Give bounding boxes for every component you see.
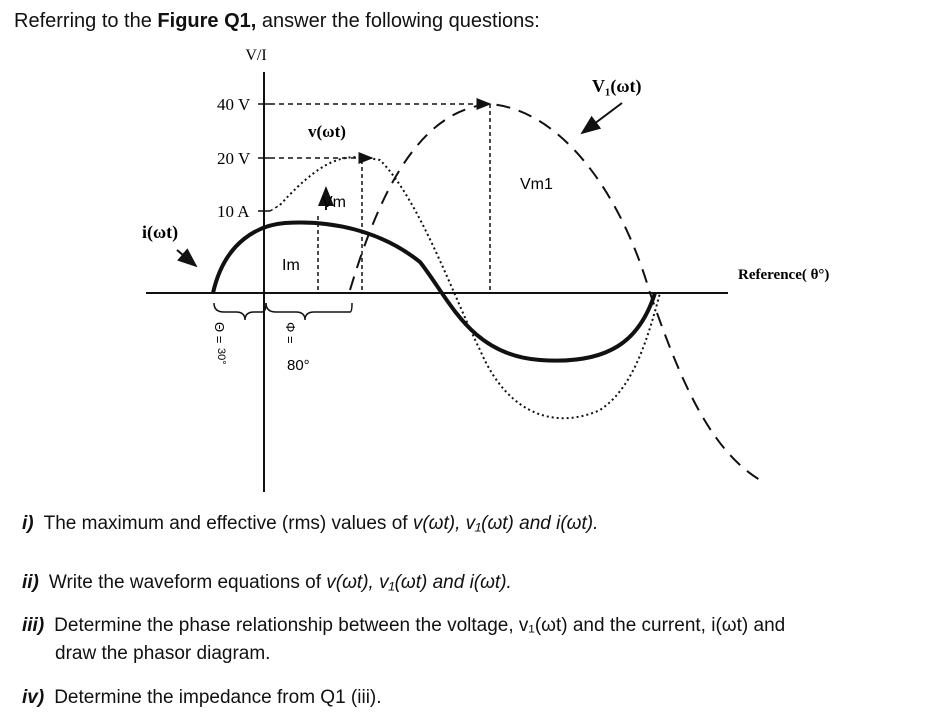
intro-text-end: answer the following questions: [256, 10, 540, 32]
current-label: i(ωt) [142, 222, 179, 242]
phi-symbol: Φ = [283, 322, 298, 344]
theta-value: 30° [215, 348, 227, 365]
question-3 [22, 612, 922, 668]
reference-label: Reference( θ°) [738, 267, 830, 283]
waveform-figure [0, 40, 927, 500]
question-number: iv) [22, 687, 45, 708]
question-number: i) [22, 513, 34, 534]
tick-10a-label: 10 A [217, 202, 250, 221]
theta-brace [214, 303, 266, 320]
phi-brace [266, 303, 352, 320]
v1-arrow [582, 103, 622, 133]
question-number: ii) [22, 572, 39, 593]
question-italic: v(ωt), v₁(ωt) and i(ωt). [412, 513, 599, 534]
question-number: iii) [22, 615, 45, 636]
question-text: Determine the impedance from Q1 (iii). [54, 687, 382, 708]
i-waveform [213, 222, 655, 360]
yaxis-label: V/I [245, 47, 267, 64]
figure-reference: Figure Q1, [157, 10, 257, 32]
current-arrow [177, 250, 196, 266]
question-text: Write the waveform equations of [48, 572, 327, 593]
question-italic: v(ωt), v₁(ωt) and i(ωt). [326, 572, 512, 593]
tick-20v-label: 20 V [217, 149, 251, 168]
phi-value: 80° [287, 357, 310, 374]
question-text-cont: draw the phasor diagram. [55, 643, 271, 664]
intro-line [14, 10, 540, 33]
question-4 [22, 684, 382, 712]
vm-label: Vm [322, 194, 346, 211]
guide-10a [270, 205, 280, 211]
tick-40v-label: 40 V [217, 95, 251, 114]
intro-text: Referring to the [14, 10, 158, 32]
vm1-label: Vm1 [520, 176, 553, 193]
question-text: Determine the phase relationship between the voltage, v₁(ωt) and the current, i(ωt) and [54, 615, 786, 636]
theta-symbol: Θ = [212, 322, 227, 344]
v1-label: V₁(ωt) [592, 76, 642, 96]
question-line-1 [22, 612, 922, 640]
question-2 [22, 569, 512, 597]
question-line-2 [22, 640, 922, 668]
question-text: The maximum and effective (rms) values of [43, 513, 413, 534]
im-label: Im [282, 257, 300, 274]
v-label: v(ωt) [308, 122, 346, 141]
question-1 [22, 510, 598, 538]
